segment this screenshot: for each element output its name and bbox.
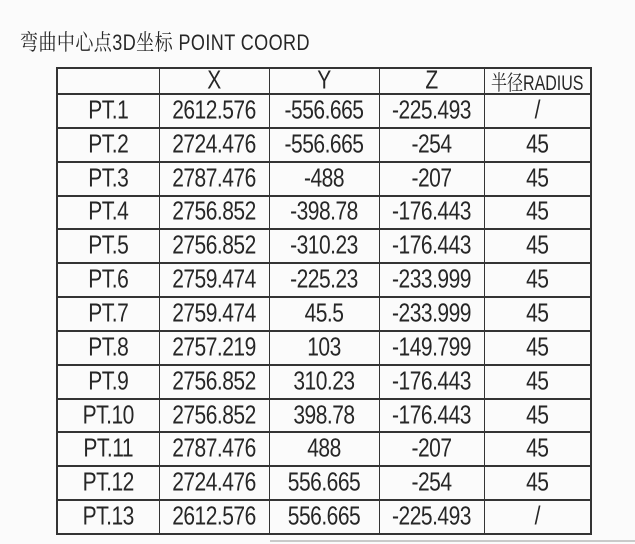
cell-value: PT.11	[83, 434, 134, 463]
table-row	[57, 432, 591, 466]
y-value-cell	[269, 94, 379, 128]
z-value-cell	[379, 466, 484, 500]
y-value-cell	[269, 162, 379, 196]
cell-value: PT.5	[88, 231, 129, 260]
cell-value: /	[534, 502, 540, 531]
cell-value: 2756.852	[172, 231, 256, 260]
z-value-cell	[379, 196, 484, 230]
y-value-cell	[269, 229, 379, 263]
point-label-cell	[57, 297, 159, 331]
header-z: Z	[379, 68, 484, 94]
point-label-cell	[57, 263, 159, 297]
point-label-cell	[57, 399, 159, 433]
cell-value: 45	[526, 130, 549, 159]
table-body	[57, 94, 591, 534]
table-row	[57, 331, 591, 365]
cell-value: PT.1	[88, 96, 129, 125]
y-value-cell	[269, 365, 379, 399]
cell-value: 45	[526, 299, 549, 328]
table-row	[57, 297, 591, 331]
cell-value: -398.78	[290, 197, 358, 226]
point-label-cell	[57, 196, 159, 230]
cell-value: -225.23	[290, 265, 358, 294]
cell-value: PT.12	[82, 468, 134, 497]
cell-value: -176.443	[392, 231, 471, 260]
table-row	[57, 500, 591, 534]
x-value-cell	[159, 399, 269, 433]
radius-value-cell	[484, 466, 591, 500]
cell-value: 45	[526, 333, 549, 362]
y-value-cell	[269, 399, 379, 433]
cell-value: 45	[526, 163, 549, 193]
radius-value-cell	[484, 297, 591, 331]
header-y: Y	[269, 68, 379, 94]
point-label-cell	[57, 162, 159, 196]
y-value-cell	[269, 432, 379, 466]
radius-value-cell	[484, 162, 591, 196]
table-row	[57, 128, 591, 162]
cell-value: PT.10	[82, 400, 134, 429]
z-value-cell	[379, 432, 484, 466]
x-value-cell	[159, 94, 269, 128]
cell-value: -176.443	[392, 197, 471, 226]
cell-value: -233.999	[392, 299, 471, 328]
cell-value: PT.3	[88, 163, 129, 193]
cell-value: 2756.852	[172, 400, 256, 429]
cell-value: 2756.852	[172, 367, 256, 396]
page-title	[20, 26, 374, 57]
header-row	[57, 68, 591, 94]
cell-value: 45	[526, 468, 549, 497]
cell-value: -254	[411, 468, 452, 497]
cell-value: 556.665	[287, 502, 361, 531]
cell-value: PT.9	[88, 367, 129, 396]
table-row	[57, 162, 591, 196]
cell-value: -207	[411, 163, 452, 193]
cell-value: 103	[307, 333, 341, 362]
x-value-cell	[159, 263, 269, 297]
z-value-cell	[379, 162, 484, 196]
table-row	[57, 365, 591, 399]
z-value-cell	[379, 263, 484, 297]
z-value-cell	[379, 399, 484, 433]
point-label-cell	[57, 432, 159, 466]
z-value-cell	[379, 500, 484, 534]
cell-value: 2724.476	[172, 130, 256, 159]
cell-value: PT.13	[82, 502, 134, 531]
header-radius: 半径RADIUS	[484, 68, 591, 94]
table-row	[57, 229, 591, 263]
cell-value: 45	[526, 197, 549, 226]
cell-value: 45	[526, 231, 549, 260]
point-label-cell	[57, 500, 159, 534]
x-value-cell	[159, 229, 269, 263]
radius-value-cell	[484, 196, 591, 230]
cell-value: 2724.476	[172, 468, 256, 497]
point-coord-table	[56, 67, 592, 535]
point-label-cell	[57, 229, 159, 263]
x-value-cell	[159, 365, 269, 399]
cell-value: PT.6	[88, 265, 129, 294]
cell-value: PT.2	[88, 130, 129, 159]
x-value-cell	[159, 128, 269, 162]
radius-value-cell	[484, 229, 591, 263]
y-value-cell	[269, 500, 379, 534]
radius-value-cell	[484, 399, 591, 433]
cell-value: -233.999	[392, 265, 471, 294]
cell-value: 45	[526, 434, 549, 463]
cell-value: -225.493	[392, 502, 471, 531]
radius-value-cell	[484, 94, 591, 128]
cell-value: PT.7	[88, 299, 129, 328]
z-value-cell	[379, 94, 484, 128]
cell-value: -176.443	[392, 400, 471, 429]
cell-value: -225.493	[392, 96, 471, 125]
cell-value: 398.78	[293, 400, 355, 429]
cell-value: -556.665	[284, 130, 364, 159]
x-value-cell	[159, 297, 269, 331]
cell-value: -149.799	[392, 333, 471, 362]
cell-value: 310.23	[293, 367, 355, 396]
cell-value: 2757.219	[172, 333, 256, 362]
x-value-cell	[159, 162, 269, 196]
cutoff-line	[270, 540, 635, 542]
y-value-cell	[269, 128, 379, 162]
z-value-cell	[379, 297, 484, 331]
x-value-cell	[159, 432, 269, 466]
cell-value: 2756.852	[172, 197, 256, 226]
radius-value-cell	[484, 500, 591, 534]
y-value-cell	[269, 196, 379, 230]
cell-value: 2759.474	[172, 265, 256, 294]
point-label-cell	[57, 331, 159, 365]
header-point-blank	[57, 68, 159, 94]
z-value-cell	[379, 229, 484, 263]
table-row	[57, 263, 591, 297]
point-label-cell	[57, 94, 159, 128]
cell-value: /	[534, 96, 540, 125]
y-value-cell	[269, 297, 379, 331]
x-value-cell	[159, 500, 269, 534]
cell-value: -254	[411, 130, 452, 159]
cell-value: -176.443	[392, 367, 471, 396]
radius-value-cell	[484, 365, 591, 399]
cell-value: -207	[411, 434, 452, 463]
cell-value: -556.665	[284, 96, 364, 125]
x-value-cell	[159, 196, 269, 230]
point-label-cell	[57, 466, 159, 500]
cell-value: 488	[307, 434, 341, 463]
page-title-text: 弯曲中心点3D坐标 POINT COORD	[20, 30, 310, 55]
cell-value: 2787.476	[172, 434, 256, 463]
table-row	[57, 466, 591, 500]
cell-value: -488	[303, 163, 345, 193]
cell-value: PT.4	[88, 197, 129, 226]
cell-value: PT.8	[88, 333, 129, 362]
cell-value: -310.23	[290, 231, 358, 260]
table-row	[57, 399, 591, 433]
header-x: X	[159, 68, 269, 94]
cell-value: 45	[526, 400, 549, 429]
cell-value: 2787.476	[172, 163, 256, 193]
cell-value: 2759.474	[172, 299, 256, 328]
cell-value: 2612.576	[172, 502, 256, 531]
table-row	[57, 94, 591, 128]
cell-value: 45.5	[304, 299, 344, 328]
cell-value: 556.665	[287, 468, 361, 497]
y-value-cell	[269, 263, 379, 297]
point-label-cell	[57, 365, 159, 399]
x-value-cell	[159, 331, 269, 365]
cell-value: 45	[526, 265, 549, 294]
radius-value-cell	[484, 128, 591, 162]
x-value-cell	[159, 466, 269, 500]
z-value-cell	[379, 128, 484, 162]
radius-value-cell	[484, 331, 591, 365]
z-value-cell	[379, 331, 484, 365]
point-label-cell	[57, 128, 159, 162]
z-value-cell	[379, 365, 484, 399]
y-value-cell	[269, 466, 379, 500]
table-row	[57, 196, 591, 230]
y-value-cell	[269, 331, 379, 365]
cell-value: 45	[526, 367, 549, 396]
radius-value-cell	[484, 263, 591, 297]
cell-value: 2612.576	[172, 96, 256, 125]
radius-value-cell	[484, 432, 591, 466]
